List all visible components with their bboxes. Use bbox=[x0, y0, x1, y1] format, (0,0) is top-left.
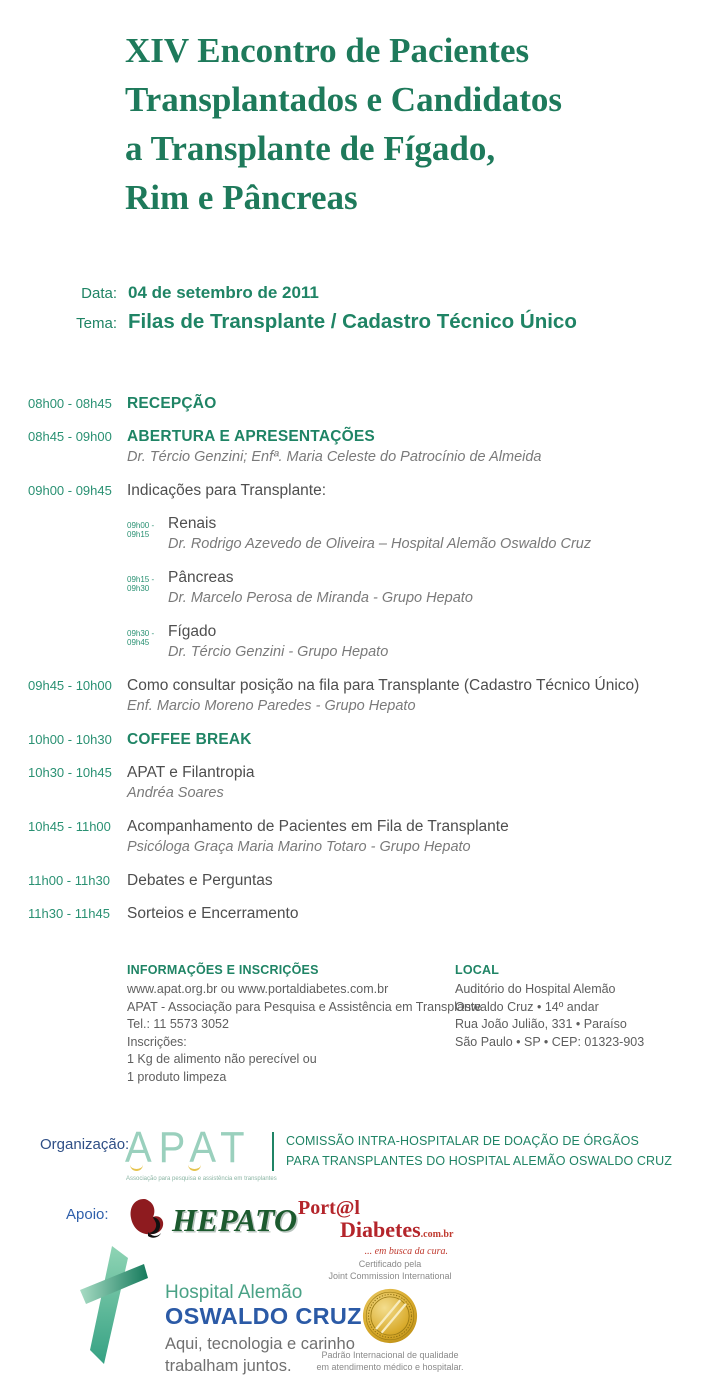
local-header: LOCAL bbox=[455, 963, 500, 977]
jci-gold-seal-icon bbox=[362, 1288, 418, 1344]
info-line: 1 Kg de alimento não perecível ou bbox=[127, 1052, 317, 1066]
organizacao-section bbox=[0, 1122, 720, 1194]
hepato-logo-text: HEPATO bbox=[172, 1202, 298, 1238]
apat-logo bbox=[125, 1124, 277, 1186]
title-line-1: XIV Encontro de Pacientes bbox=[125, 31, 530, 70]
hepato-logo bbox=[128, 1196, 297, 1245]
page-title bbox=[125, 26, 705, 222]
schedule-row bbox=[0, 903, 720, 924]
schedule-time: 10h45 - 11h00 bbox=[28, 819, 111, 834]
schedule-title: Como consultar posição na fila para Transplante (Cadastro Técnico Único) bbox=[127, 677, 640, 694]
schedule-row bbox=[0, 870, 720, 891]
local-line: Oswaldo Cruz • 14º andar bbox=[455, 999, 599, 1014]
schedule-title: Pâncreas bbox=[168, 569, 234, 586]
schedule-row bbox=[0, 480, 720, 501]
schedule-time: 08h00 - 08h45 bbox=[28, 396, 112, 411]
hospital-cross-icon bbox=[78, 1244, 150, 1373]
schedule-time: 09h00 - 09h15 bbox=[127, 521, 155, 539]
comissao-text bbox=[272, 1132, 672, 1171]
cert-top-1: Certificado pela bbox=[358, 1259, 422, 1269]
info-line: www.apat.org.br ou www.portaldiabetes.com.br bbox=[127, 982, 389, 996]
schedule-title: APAT e Filantropia bbox=[127, 764, 255, 781]
schedule-title: Debates e Perguntas bbox=[127, 872, 273, 889]
schedule-title: RECEPÇÃO bbox=[127, 395, 217, 412]
schedule-time: 10h30 - 10h45 bbox=[28, 765, 112, 780]
schedule-row bbox=[0, 426, 720, 468]
portal-domain: .com.br bbox=[420, 1229, 454, 1240]
schedule-time: 09h00 - 09h45 bbox=[28, 483, 112, 498]
hospital-name-2: OSWALDO CRUZ bbox=[165, 1303, 362, 1329]
schedule-time: 10h00 - 10h30 bbox=[28, 732, 112, 747]
schedule-speaker: Andréa Soares bbox=[127, 785, 224, 801]
cert-bottom-1: Padrão Internacional de qualidade bbox=[321, 1350, 459, 1360]
date-value: 04 de setembro de 2011 bbox=[128, 283, 319, 302]
info-line: Inscrições: bbox=[127, 1034, 187, 1049]
portal-tagline: ... em busca da cura. bbox=[364, 1246, 448, 1257]
schedule-title: Fígado bbox=[168, 623, 217, 640]
schedule-title: ABERTURA E APRESENTAÇÕES bbox=[127, 428, 375, 445]
local-line: Rua João Julião, 331 • Paraíso bbox=[455, 1017, 627, 1031]
cert-top-2: Joint Commission International bbox=[328, 1271, 452, 1281]
certification-block bbox=[300, 1258, 480, 1373]
schedule-row bbox=[0, 762, 720, 804]
info-line: 1 produto limpeza bbox=[127, 1069, 227, 1084]
schedule-title: Acompanhamento de Pacientes em Fila de Transplante bbox=[127, 818, 509, 835]
local-line: Auditório do Hospital Alemão bbox=[455, 982, 616, 996]
apat-tagline: Associação para pesquisa e assistência em transplantes bbox=[126, 1176, 277, 1182]
organizacao-label: Organização: bbox=[40, 1136, 130, 1153]
schedule-title: Sorteios e Encerramento bbox=[127, 905, 299, 922]
theme-row bbox=[0, 310, 720, 334]
apoio-label: Apoio: bbox=[66, 1206, 109, 1223]
schedule-time: 09h30 - 09h45 bbox=[127, 629, 155, 647]
local-line: São Paulo • SP • CEP: 01323-903 bbox=[455, 1034, 645, 1049]
comissao-line-1: COMISSÃO INTRA-HOSPITALAR DE DOAÇÃO DE ÓRGÃOS bbox=[286, 1134, 639, 1148]
schedule-subrow bbox=[0, 621, 720, 663]
portal-line-1: Port@l bbox=[298, 1197, 360, 1219]
schedule-speaker: Dr. Marcelo Perosa de Miranda - Grupo Hepato bbox=[168, 590, 473, 606]
schedule-time: 09h15 - 09h30 bbox=[127, 575, 155, 593]
schedule-title: Renais bbox=[168, 515, 217, 532]
title-line-3: a Transplante de Fígado, bbox=[125, 129, 496, 168]
schedule-time: 09h45 - 10h00 bbox=[28, 678, 112, 693]
schedule-speaker: Dr. Rodrigo Azevedo de Oliveira – Hospital Alemão Oswaldo Cruz bbox=[168, 536, 592, 552]
schedule-time: 11h30 - 11h45 bbox=[28, 906, 110, 921]
schedule-speaker: Enf. Marcio Moreno Paredes - Grupo Hepato bbox=[127, 698, 416, 714]
date-label: Data: bbox=[81, 285, 117, 302]
schedule-time: 08h45 - 09h00 bbox=[28, 429, 112, 444]
schedule-row bbox=[0, 393, 720, 414]
schedule-row bbox=[0, 729, 720, 750]
portal-line-2: Diabetes.com.br bbox=[340, 1217, 454, 1242]
schedule-speaker: Dr. Tércio Genzini - Grupo Hepato bbox=[168, 644, 389, 660]
info-line: APAT - Associação para Pesquisa e Assistência em Transplante bbox=[127, 999, 482, 1014]
info-line: Tel.: 11 5573 3052 bbox=[127, 1017, 229, 1031]
cert-bottom-2: em atendimento médico e hospitalar. bbox=[316, 1362, 464, 1372]
date-row bbox=[0, 283, 720, 303]
hospital-slogan: Aqui, tecnologia e carinho trabalham juntos. bbox=[165, 1335, 355, 1375]
theme-label: Tema: bbox=[76, 315, 117, 332]
hospital-name-1: Hospital Alemão bbox=[165, 1282, 303, 1303]
schedule-speaker: Psicóloga Graça Maria Marino Totaro - Grupo Hepato bbox=[127, 839, 471, 855]
title-line-4: Rim e Pâncreas bbox=[125, 178, 358, 217]
title-line-2: Transplantados e Candidatos bbox=[125, 80, 562, 119]
theme-value: Filas de Transplante / Cadastro Técnico Único bbox=[128, 310, 577, 333]
event-meta bbox=[0, 283, 720, 341]
schedule-row bbox=[0, 675, 720, 717]
schedule-subrow bbox=[0, 513, 720, 555]
info-header: INFORMAÇÕES E INSCRIÇÕES bbox=[127, 963, 319, 977]
schedule-subrow bbox=[0, 567, 720, 609]
apat-logo-text: APAT bbox=[125, 1124, 252, 1172]
schedule bbox=[0, 393, 720, 936]
info-block bbox=[127, 963, 481, 1086]
schedule-speaker: Dr. Tércio Genzini; Enfª. Maria Celeste do Patrocínio de Almeida bbox=[127, 449, 542, 465]
comissao-line-2: PARA TRANSPLANTES DO HOSPITAL ALEMÃO OSWALDO CRUZ bbox=[286, 1153, 673, 1168]
schedule-time: 11h00 - 11h30 bbox=[28, 873, 110, 888]
schedule-title: COFFEE BREAK bbox=[127, 731, 252, 748]
schedule-row bbox=[0, 816, 720, 858]
hepato-liver-icon bbox=[128, 1196, 168, 1245]
schedule-title: Indicações para Transplante: bbox=[127, 482, 327, 499]
local-block bbox=[455, 963, 644, 1051]
